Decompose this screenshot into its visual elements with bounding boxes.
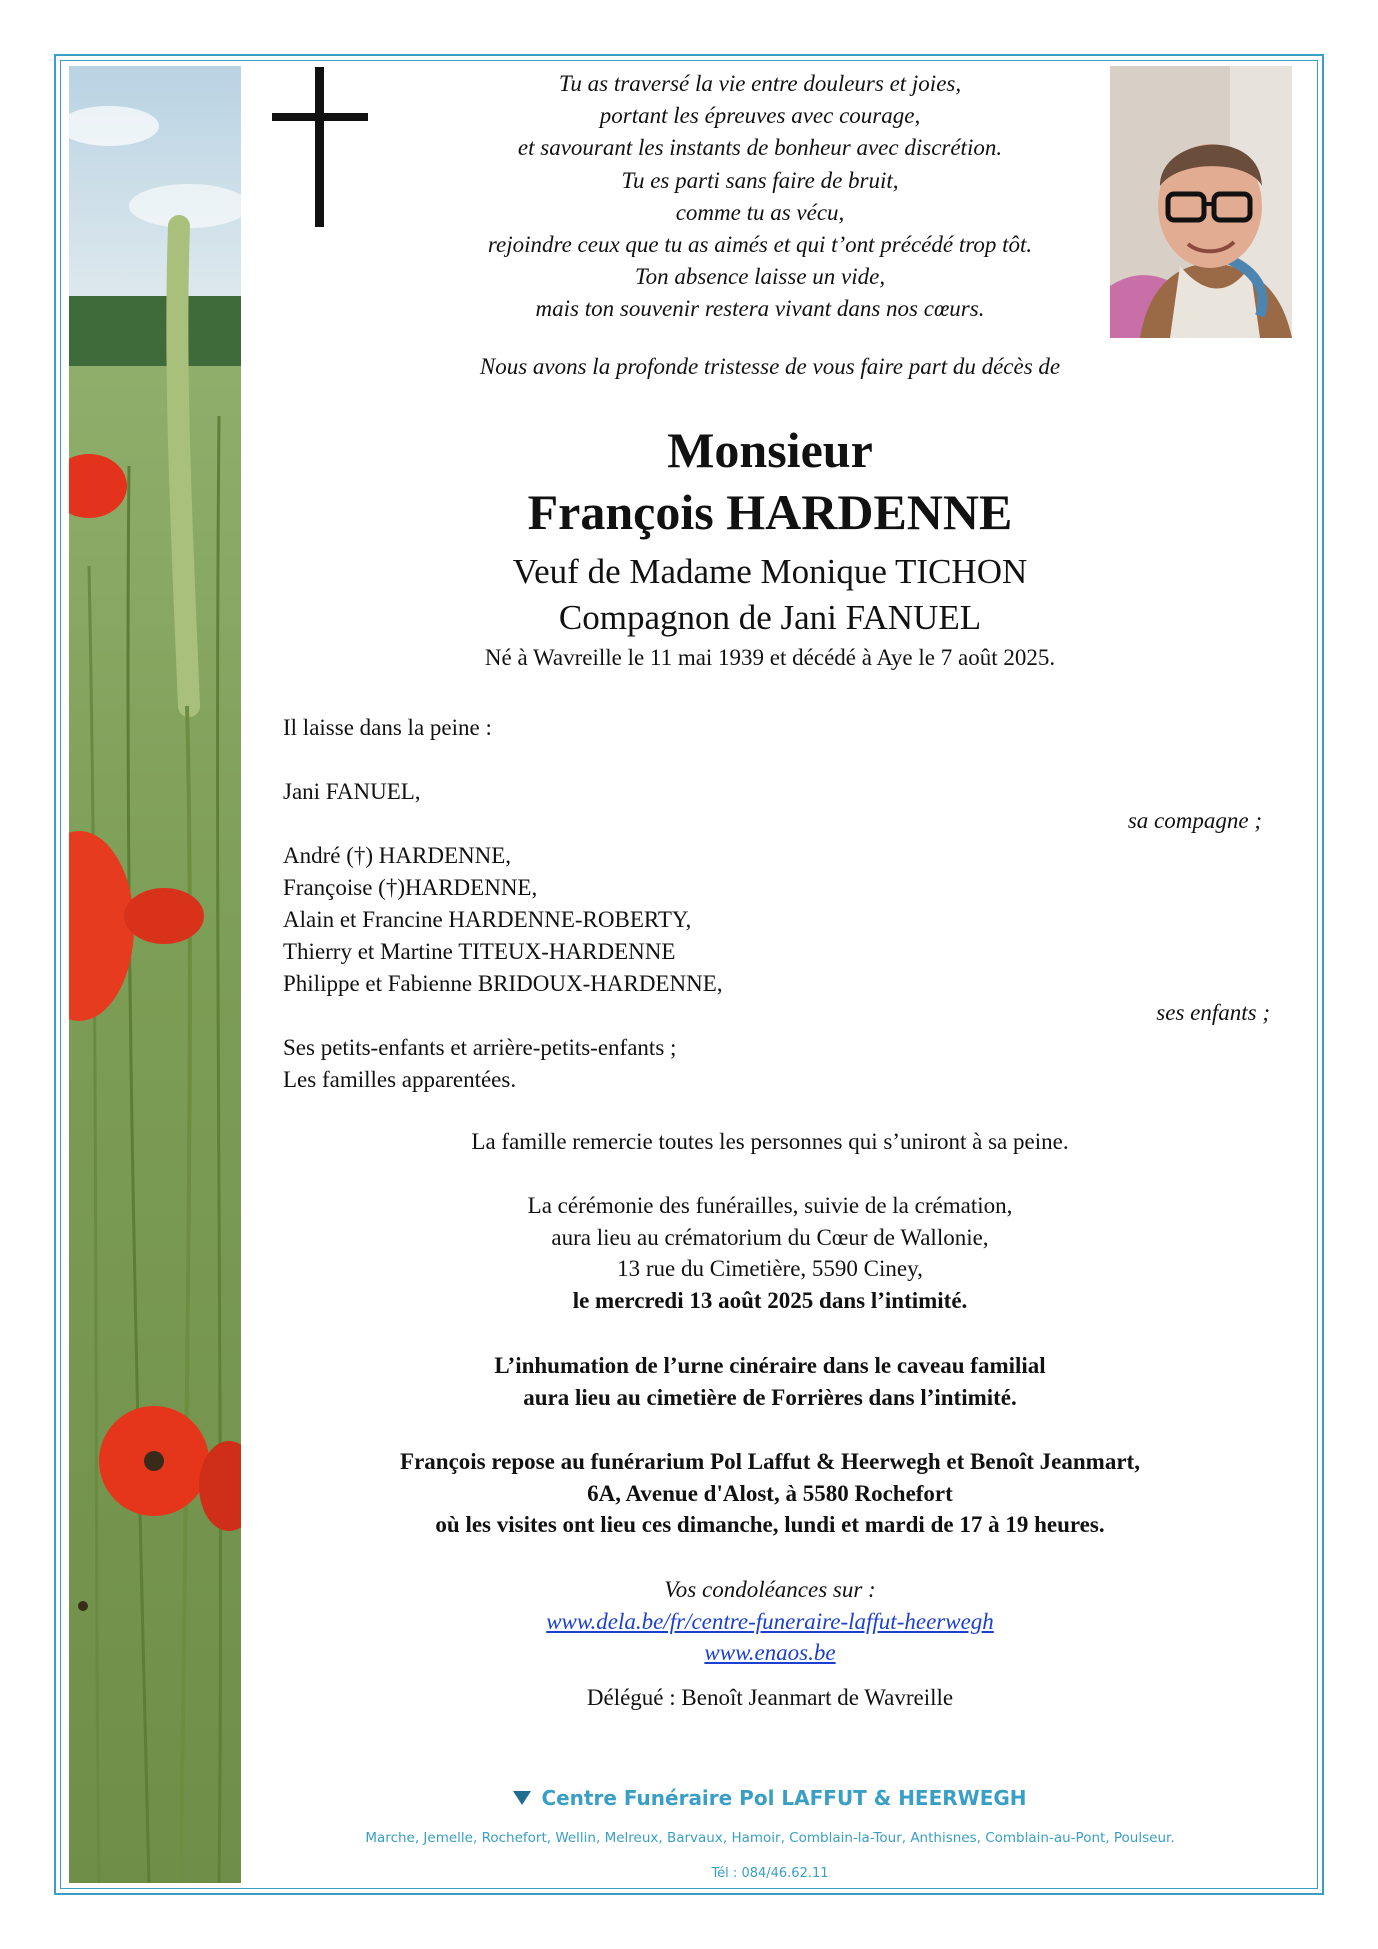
child-line: Philippe et Fabienne BRIDOUX-HARDENNE, — [283, 971, 723, 996]
relatives-line: Les familles apparentées. — [283, 1067, 517, 1092]
condolences — [280, 1574, 1260, 1669]
inhumation-line: L’inhumation de l’urne cinéraire dans le caveau familial — [494, 1353, 1046, 1378]
footer-phone: Tél : 084/46.62.11 — [711, 1866, 829, 1881]
condolences-label: Vos condoléances sur : — [664, 1577, 876, 1602]
deceased-civility: Monsieur — [667, 422, 873, 478]
birth-death-line: Né à Wavreille le 11 mai 1939 et décédé à Aye le 7 août 2025. — [484, 645, 1056, 670]
footer-company-name: Centre Funéraire Pol LAFFUT & HEERWEGH — [541, 1786, 1027, 1810]
poem-line: portant les épreuves avec courage, — [599, 103, 921, 129]
children-role: ses enfants ; — [1156, 1000, 1270, 1025]
child-line: André (†) HARDENNE, — [283, 843, 512, 868]
poem — [380, 68, 1140, 326]
inhumation-line: aura lieu au cimetière de Forrières dans l’intimité. — [523, 1384, 1017, 1410]
thanks-text: La famille remercie toutes les personnes qui s’uniront à sa peine. — [471, 1129, 1069, 1154]
poem-line: Ton absence laisse un vide, — [634, 264, 886, 290]
child-line: Thierry et Martine TITEUX-HARDENNE — [283, 939, 676, 964]
poem-line: et savourant les instants de bonheur avec discrétion. — [517, 135, 1003, 161]
visits-line: où les visites ont lieu ces dimanche, lundi et mardi de 17 à 19 heures. — [435, 1512, 1105, 1537]
poem-line: comme tu as vécu, — [675, 199, 845, 225]
partner-role: sa compagne ; — [1127, 808, 1262, 833]
poem-line: rejoindre ceux que tu as aimés et qui t’ont précédé trop tôt. — [487, 232, 1033, 258]
footer-company — [280, 1786, 1260, 1810]
widower-line: Veuf de Madame Monique TICHON — [512, 552, 1028, 591]
companion-line: Compagnon de Jani FANUEL — [558, 598, 982, 637]
ceremony-line: aura lieu au crématorium du Cœur de Wallonie, — [551, 1224, 989, 1250]
ceremony-info — [280, 1190, 1260, 1316]
cross-icon — [272, 67, 368, 227]
grandchildren-line: Ses petits-enfants et arrière-petits-enfants ; — [283, 1035, 677, 1060]
delegate-line: Délégué : Benoît Jeanmart de Wavreille — [586, 1685, 954, 1710]
visits-line: 6A, Avenue d'Alost, à 5580 Rochefort — [587, 1480, 953, 1506]
ceremony-line: La cérémonie des funérailles, suivie de la crémation, — [527, 1193, 1013, 1218]
footer-towns: Marche, Jemelle, Rochefort, Wellin, Melreux, Barvaux, Hamoir, Comblain-la-Tour, Anthisnes, Comblain-au-Pont, Poulseur. — [365, 1830, 1175, 1846]
ceremony-line: 13 rue du Cimetière, 5590 Ciney, — [617, 1256, 923, 1281]
deceased-name: François HARDENNE — [527, 484, 1013, 540]
inhumation-info — [280, 1350, 1260, 1413]
visits-line: François repose au funérarium Pol Laffut & Heerwegh et Benoît Jeanmart, — [400, 1449, 1140, 1474]
visits-info — [280, 1446, 1260, 1541]
poem-line: mais ton souvenir restera vivant dans nos cœurs. — [535, 296, 985, 322]
triangle-down-icon — [513, 1791, 531, 1805]
condolences-link-enaos[interactable]: www.enaos.be — [704, 1640, 836, 1665]
poppy-field-image — [69, 66, 241, 1883]
child-line: Alain et Francine HARDENNE-ROBERTY, — [283, 907, 692, 932]
poem-line: Tu es parti sans faire de bruit, — [621, 167, 899, 193]
poem-line: Tu as traversé la vie entre douleurs et joies, — [558, 71, 962, 96]
condolences-link-dela[interactable]: www.dela.be/fr/centre-funeraire-laffut-heerwegh — [546, 1608, 994, 1634]
intro-text: Nous avons la profonde tristesse de vous faire part du décès de — [479, 354, 1061, 379]
family-intro: Il laisse dans la peine : — [283, 715, 492, 740]
ceremony-date: le mercredi 13 août 2025 dans l’intimité. — [572, 1287, 968, 1313]
partner-name: Jani FANUEL, — [283, 779, 421, 804]
child-line: Françoise (†)HARDENNE, — [283, 875, 538, 900]
portrait-photo — [1110, 66, 1292, 338]
